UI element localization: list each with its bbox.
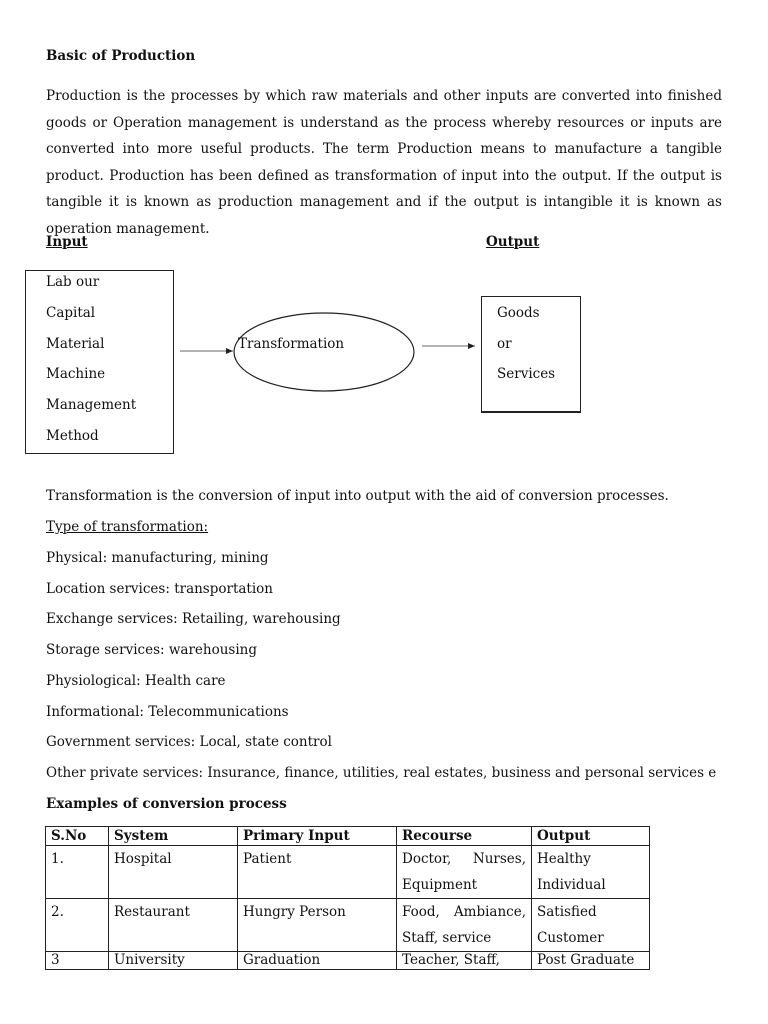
- table-cell: 2.: [46, 899, 109, 952]
- input-item: Lab our: [46, 274, 100, 290]
- type-item: Government services: Local, state control: [46, 734, 332, 750]
- input-item: Machine: [46, 366, 106, 382]
- table-cell: Post Graduate: [532, 952, 650, 970]
- column-header: Recourse: [397, 827, 532, 846]
- type-item: Exchange services: Retailing, warehousing: [46, 611, 341, 627]
- table-cell: Doctor, Nurses, Equipment: [397, 846, 532, 899]
- input-item: Management: [46, 397, 137, 413]
- table-header-row: [46, 827, 650, 846]
- table-cell: Food, Ambiance, Staff, service: [397, 899, 532, 952]
- column-header: System: [109, 827, 238, 846]
- type-item: Physiological: Health care: [46, 673, 226, 689]
- table-row: [46, 899, 650, 952]
- output-item: Goods: [497, 305, 540, 321]
- table-cell: Patient: [238, 846, 397, 899]
- table-cell: Teacher, Staff,: [397, 952, 532, 970]
- input-item: Capital: [46, 305, 96, 321]
- table-cell: 3: [46, 952, 109, 970]
- table-cell: Satisfied Customer: [532, 899, 650, 952]
- transformation-label: Transformation: [238, 336, 345, 352]
- transformation-ellipse: [234, 313, 414, 391]
- input-box: [25, 270, 174, 454]
- output-item: or: [497, 336, 512, 352]
- column-header: S.No: [46, 827, 109, 846]
- examples-heading: Examples of conversion process: [46, 796, 287, 812]
- intro-paragraph: Production is the processes by which raw materials and other inputs are converted into finished goods or Operation management is understand as the process whereby resources or inputs are converted into more useful products. The term Production means to manufacture a tangible product. Production has been defined as transformation of input into the output. If the output is tangible it is known as production management and if the output is intangible it is known as operation management.: [46, 88, 722, 237]
- input-heading: Input: [46, 234, 88, 250]
- type-item: Other private services: Insurance, finance, utilities, real estates, business and personal services e: [46, 765, 717, 781]
- table-cell: 1.: [46, 846, 109, 899]
- document-title: Basic of Production: [46, 48, 196, 64]
- table-row: [46, 846, 650, 899]
- table-cell: Hungry Person: [238, 899, 397, 952]
- table-cell: Healthy Individual: [532, 846, 650, 899]
- type-item: Storage services: warehousing: [46, 642, 258, 658]
- table-cell: Hospital: [109, 846, 238, 899]
- transformation-definition: Transformation is the conversion of input into output with the aid of conversion processes.: [46, 488, 669, 504]
- table-cell: University: [109, 952, 238, 970]
- table-cell: Graduation: [238, 952, 397, 970]
- type-item: Physical: manufacturing, mining: [46, 550, 269, 566]
- input-item: Material: [46, 336, 105, 352]
- column-header: Primary Input: [238, 827, 397, 846]
- column-header: Output: [532, 827, 650, 846]
- output-heading: Output: [486, 234, 540, 250]
- type-item: Informational: Telecommunications: [46, 704, 289, 720]
- table-row: [46, 952, 650, 970]
- examples-table: [45, 826, 650, 970]
- types-heading: Type of transformation:: [46, 519, 209, 535]
- table-cell: Restaurant: [109, 899, 238, 952]
- output-item: Services: [497, 366, 556, 382]
- input-item: Method: [46, 428, 99, 444]
- output-box: [481, 296, 581, 413]
- type-item: Location services: transportation: [46, 581, 274, 597]
